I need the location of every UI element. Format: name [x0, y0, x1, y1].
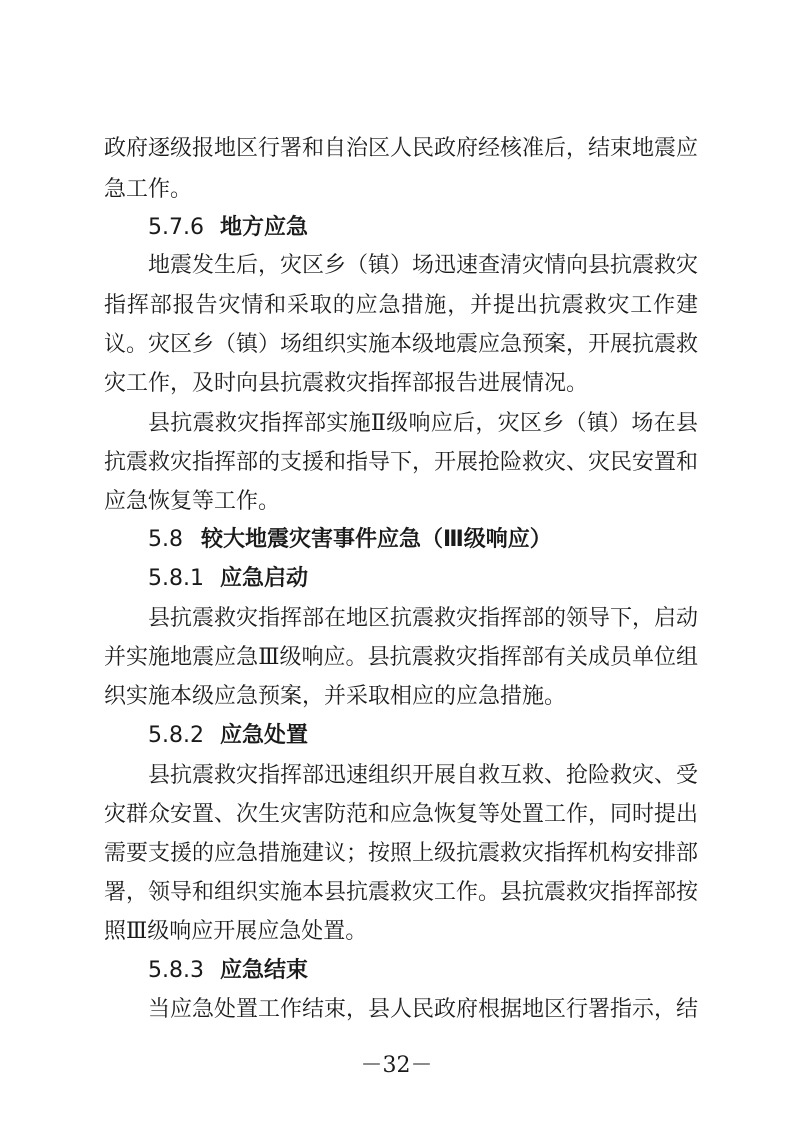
section-heading-5-8-3	[148, 957, 308, 985]
section-heading-5-8	[148, 526, 552, 554]
paragraph-line: 指挥部报告灾情和采取的应急措施，并提出抗震救灾工作建	[104, 293, 698, 318]
section-title: 应急结束	[219, 958, 308, 983]
paragraph-line: 灾工作，及时向县抗震救灾指挥部报告进展情况。	[104, 371, 589, 396]
paragraph-line: 需要支援的应急措施建议；按照上级抗震救灾指挥机构安排部	[104, 841, 698, 866]
paragraph-line: 并实施地震应急Ⅲ级响应。县抗震救灾指挥部有关成员单位组	[104, 645, 698, 670]
section-heading-5-7-6	[148, 214, 308, 242]
paragraph-line: 应急恢复等工作。	[104, 489, 281, 514]
paragraph-line: 照Ⅲ级响应开展应急处置。	[104, 919, 368, 944]
section-title: 较大地震灾害事件应急（Ⅲ级响应）	[201, 527, 552, 552]
paragraph-line: 县抗震救灾指挥部迅速组织开展自救互救、抢险救灾、受	[148, 763, 698, 788]
paragraph-line: 灾群众安置、次生灾害防范和应急恢复等处置工作，同时提出	[104, 802, 698, 827]
section-number: 5.8.3	[148, 958, 204, 983]
section-number: 5.7.6	[148, 215, 204, 240]
paragraph-line: 署，领导和组织实施本县抗震救灾工作。县抗震救灾指挥部按	[104, 880, 698, 905]
section-title: 应急启动	[219, 566, 308, 591]
section-title: 地方应急	[219, 215, 308, 240]
paragraph-line: 织实施本级应急预案，并采取相应的应急措施。	[104, 684, 567, 709]
section-number: 5.8.2	[148, 723, 204, 748]
paragraph-line: 当应急处置工作结束，县人民政府根据地区行署指示，结	[148, 997, 698, 1022]
paragraph-line: 议。灾区乡（镇）场组织实施本级地震应急预案，开展抗震救	[104, 332, 698, 357]
section-number: 5.8	[148, 527, 183, 552]
paragraph-line: 抗震救灾指挥部的支援和指导下，开展抢险救灾、灾民安置和	[104, 450, 698, 475]
section-title: 应急处置	[219, 723, 308, 748]
section-heading-5-8-2	[148, 722, 308, 750]
paragraph-line: 县抗震救灾指挥部在地区抗震救灾指挥部的领导下，启动	[148, 606, 698, 631]
paragraph-line: 地震发生后，灾区乡（镇）场迅速查清灾情向县抗震救灾	[148, 253, 698, 278]
paragraph-line: 急工作。	[104, 177, 193, 202]
page-number: －32－	[360, 1053, 433, 1078]
section-heading-5-8-1	[148, 565, 308, 593]
paragraph-line: 县抗震救灾指挥部实施Ⅱ级响应后，灾区乡（镇）场在县	[148, 411, 698, 436]
section-number: 5.8.1	[148, 566, 204, 591]
paragraph-line: 政府逐级报地区行署和自治区人民政府经核准后，结束地震应	[104, 136, 698, 161]
